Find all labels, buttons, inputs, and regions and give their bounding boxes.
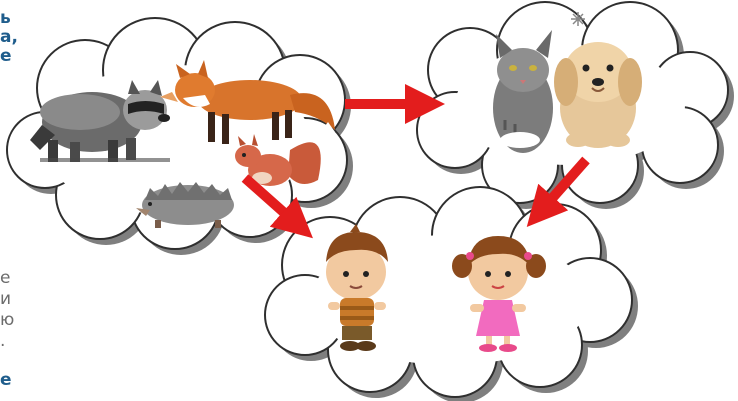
text-fragment: е — [0, 46, 12, 66]
text-fragment: а, — [0, 27, 18, 47]
text-fragment: ю — [0, 310, 15, 330]
cat-icon — [493, 30, 553, 153]
text-fragment: и — [0, 289, 12, 309]
text-fragment: . — [0, 331, 6, 351]
sparkle-icon — [571, 12, 585, 26]
text-fragment: е — [0, 370, 12, 390]
cloud-children — [265, 187, 638, 401]
text-fragment: е — [0, 268, 11, 288]
text-fragment: ь — [0, 8, 11, 28]
